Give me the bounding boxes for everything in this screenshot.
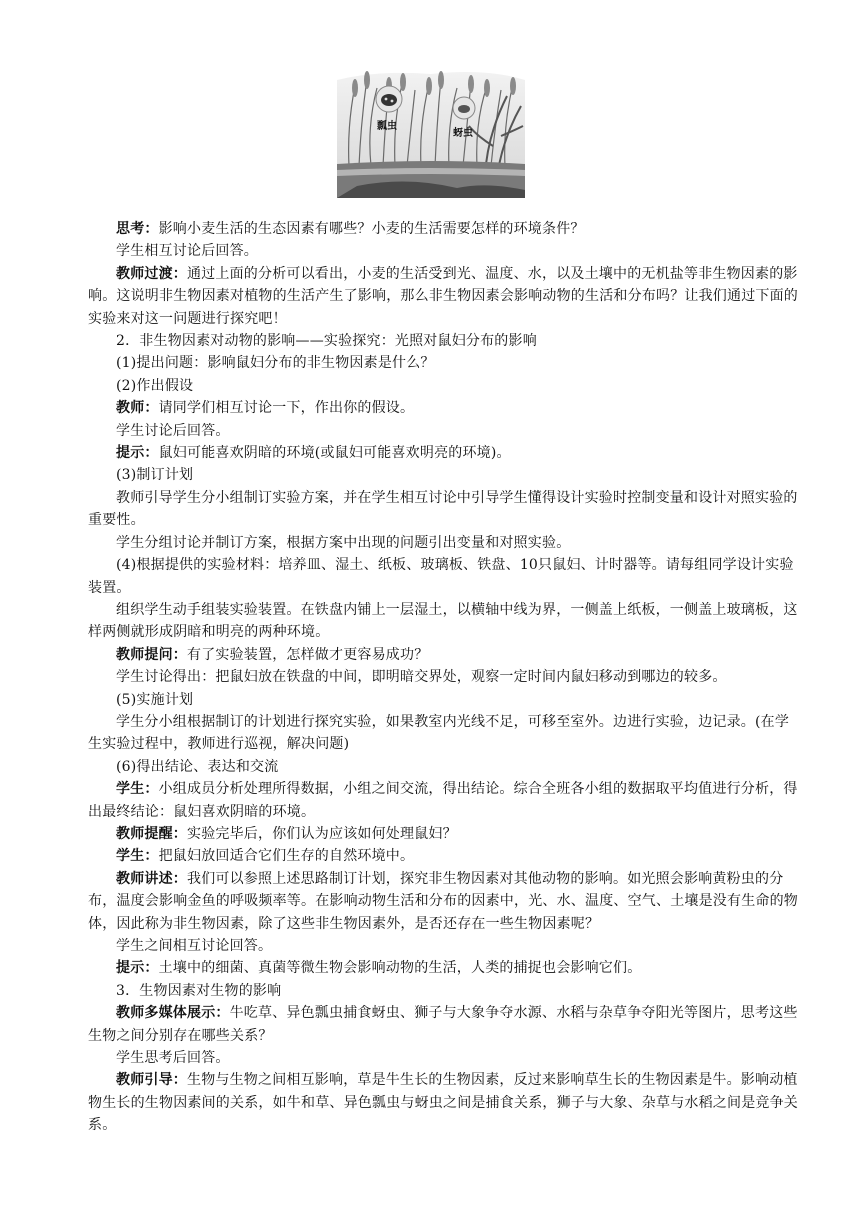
paragraph-text: (2)作出假设 — [116, 377, 194, 394]
paragraph-lead: 学生： — [116, 848, 159, 865]
paragraph-text: 把鼠妇放回适合它们生存的自然环境中。 — [158, 848, 415, 865]
paragraph-text: 组织学生动手组装实验装置。在铁盘内铺上一层湿土，以横轴中线为界，一侧盖上纸板，一侧盖上玻璃板，这样两侧就形成阴暗和明亮的两种环境。 — [88, 601, 798, 641]
paragraph-lead: 提示： — [116, 960, 159, 977]
paragraph-text: 3．生物因素对生物的影响 — [116, 982, 282, 999]
paragraph — [88, 689, 800, 711]
paragraph-text: 小组成员分析处理所得数据，小组之间交流，得出结论。综合全班各小组的数据取平均值进行分析，得出最终结论：鼠妇喜欢阴暗的环境。 — [88, 781, 798, 820]
paragraph-text: 请同学们相互讨论一下，作出你的假设。 — [158, 400, 415, 417]
paragraph-lead: 教师多媒体展示： — [116, 1005, 230, 1022]
wheat-field-illustration — [337, 66, 525, 198]
paragraph-text: 学生分小组根据制订的计划进行探究实验，如果教室内光线不足，可移至室外。边进行实验，边记录。(在学生实验过程中，教师进行巡视，解决问题) — [88, 713, 790, 753]
paragraph — [88, 532, 800, 554]
paragraph — [88, 1002, 800, 1047]
ladybug-icon — [376, 86, 402, 112]
paragraph — [88, 1069, 800, 1136]
paragraph — [88, 420, 800, 442]
paragraph — [88, 1047, 800, 1069]
paragraph — [88, 778, 800, 823]
paragraph-lead: 教师提醒： — [116, 825, 187, 842]
paragraph — [88, 263, 800, 330]
paragraph-text: 有了实验装置，怎样做才更容易成功？ — [187, 646, 429, 663]
paragraph-lead: 思考： — [116, 221, 159, 237]
wheat-field-illustration-svg — [337, 66, 525, 198]
paragraph-text: 教师引导学生分小组制订实验方案，并在学生相互讨论中引导学生懂得设计实验时控制变量和设计对照实验的重要性。 — [88, 489, 798, 529]
paragraph-lead: 教师过渡： — [116, 265, 187, 282]
paragraph-text: (6)得出结论、表达和交流 — [116, 758, 279, 775]
paragraph-lead: 教师讲述： — [116, 870, 187, 887]
paragraph — [88, 352, 800, 374]
paragraph-text: 学生相互讨论后回答。 — [116, 243, 258, 260]
paragraph — [88, 644, 800, 666]
paragraph — [88, 957, 800, 979]
paragraph-text: 学生之间相互讨论回答。 — [116, 938, 273, 954]
paragraph — [88, 823, 800, 845]
paragraph-text: (3)制订计划 — [116, 467, 194, 484]
paragraph — [88, 464, 800, 486]
paragraph-text: 生物与生物之间相互影响，草是牛生长的生物因素，反过来影响草生长的生物因素是牛。影响动植物生长的生物因素间的关系，如牛和草、异色瓢虫与蚜虫之间是捕食关系，狮子与大象、杂草与水稻之间是竞争关系。 — [88, 1072, 798, 1134]
paragraph-lead: 提示： — [116, 445, 159, 462]
paragraph-text: 学生分组讨论并制订方案，根据方案中出现的问题引出变量和对照实验。 — [116, 534, 571, 551]
paragraph-text: 实验完毕后，你们认为应该如何处理鼠妇？ — [187, 825, 457, 842]
paragraph — [88, 554, 800, 599]
paragraph — [88, 487, 800, 532]
paragraph-lead: 教师引导： — [116, 1072, 187, 1089]
aphid-icon — [453, 97, 475, 119]
paragraph — [88, 935, 800, 957]
paragraph-text: 2．非生物因素对动物的影响——实验探究：光照对鼠妇分布的影响 — [116, 333, 537, 350]
paragraph-text: (4)根据提供的实验材料：培养皿、湿土、纸板、玻璃板、铁盘、10只鼠妇、计时器等。请每组同学设计实验装置。 — [88, 557, 794, 596]
paragraph — [88, 218, 800, 240]
paragraph-text: 学生讨论后回答。 — [116, 422, 230, 439]
paragraph — [88, 375, 800, 397]
paragraph-text: 土壤中的细菌、真菌等微生物会影响动物的生活，人类的捕捉也会影响它们。 — [158, 960, 642, 977]
paragraph — [88, 240, 800, 262]
paragraph — [88, 442, 800, 464]
paragraph-text: 学生讨论得出：把鼠妇放在铁盘的中间，即明暗交界处，观察一定时间内鼠妇移动到哪边的较多。 — [116, 669, 727, 686]
paragraph-text: 牛吃草、异色瓢虫捕食蚜虫、狮子与大象争夺水源、水稻与杂草争夺阳光等图片，思考这些生物之间分别存在哪些关系？ — [88, 1005, 798, 1044]
aphid-label: 蚜虫 — [453, 128, 473, 139]
paragraph — [88, 980, 800, 1002]
paragraph — [88, 711, 800, 756]
ladybug-label: 瓢虫 — [377, 121, 397, 132]
paragraph-text: 学生思考后回答。 — [116, 1050, 230, 1067]
paragraph — [88, 666, 800, 688]
paragraph-text: 通过上面的分析可以看出，小麦的生活受到光、温度、水，以及土壤中的无机盐等非生物因素的影响。这说明非生物因素对植物的生活产生了影响，那么非生物因素会影响动物的生活和分布吗？让我们通过下面的实验来对这一问题进行探究吧！ — [88, 265, 798, 327]
paragraph — [88, 599, 800, 644]
paragraph-text: 鼠妇可能喜欢阴暗的环境(或鼠妇可能喜欢明亮的环境)。 — [158, 445, 511, 462]
paragraph — [88, 845, 800, 867]
paragraph-text: (1)提出问题：影响鼠妇分布的非生物因素是什么？ — [116, 355, 435, 372]
paragraph-text: 影响小麦生活的生态因素有哪些？小麦的生活需要怎样的环境条件？ — [158, 221, 585, 237]
paragraph-lead: 教师： — [116, 400, 159, 417]
lesson-text — [88, 218, 800, 1137]
paragraph-lead: 学生： — [116, 781, 159, 798]
paragraph — [88, 397, 800, 419]
paragraph — [88, 330, 800, 352]
paragraph — [88, 868, 800, 935]
paragraph-text: 我们可以参照上述思路制订计划，探究非生物因素对其他动物的影响。如光照会影响黄粉虫的分布，温度会影响金鱼的呼吸频率等。在影响动物生活和分布的因素中，光、水、温度、空气、土壤是没有生命的物体，因此称为非生物因素，除了这些非生物因素外，是否还存在一些生物因素呢？ — [88, 870, 798, 932]
paragraph-text: (5)实施计划 — [116, 691, 194, 708]
paragraph-lead: 教师提问： — [116, 646, 187, 663]
paragraph — [88, 756, 800, 778]
